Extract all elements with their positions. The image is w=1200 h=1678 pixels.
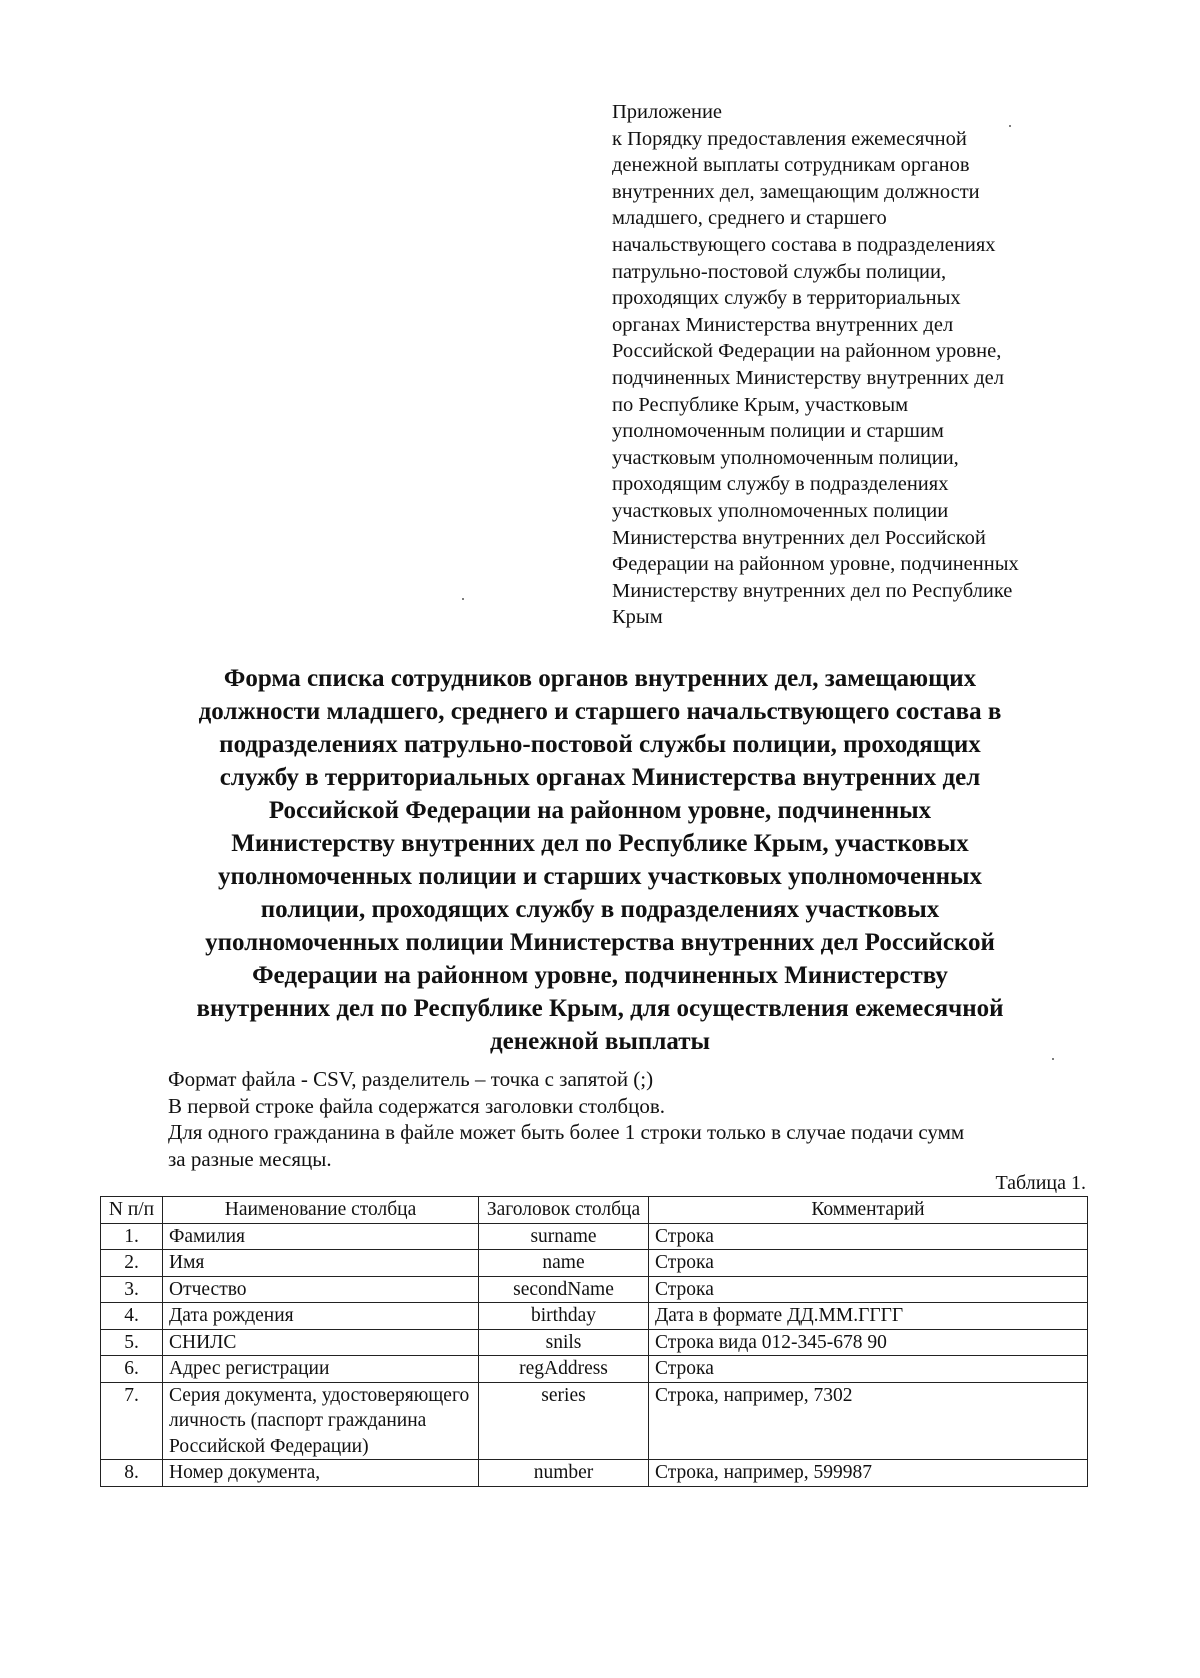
- cell-key: birthday: [479, 1303, 649, 1330]
- table-row: [101, 1460, 1088, 1487]
- table-caption: Таблица 1.: [995, 1172, 1086, 1194]
- appendix-line: уполномоченным полиции и старшим: [612, 420, 944, 443]
- header-name: Наименование столбца: [163, 1197, 479, 1224]
- scan-speck: [1009, 125, 1011, 127]
- table-row: [101, 1250, 1088, 1277]
- cell-name: Имя: [163, 1250, 479, 1277]
- cell-key: snils: [479, 1329, 649, 1356]
- appendix-line: Российской Федерации на районном уровне,: [612, 340, 1002, 363]
- appendix-line: проходящим службу в подразделениях: [612, 473, 949, 496]
- cell-key: surname: [479, 1223, 649, 1250]
- appendix-line: начальствующего состава в подразделениях: [612, 233, 996, 256]
- appendix-line: младшего, среднего и старшего: [612, 207, 887, 230]
- table-row: [101, 1356, 1088, 1383]
- title-line: денежной выплаты: [489, 1028, 711, 1055]
- scan-speck: [462, 598, 464, 600]
- cell-num: 3.: [101, 1276, 163, 1303]
- cell-comment: Строка: [649, 1223, 1088, 1250]
- title-line: полиции, проходящих службу в подразделениях участковых: [260, 896, 940, 923]
- cell-name: Номер документа,: [163, 1460, 479, 1487]
- intro-line: за разные месяцы.: [168, 1146, 332, 1171]
- header-key: Заголовок столбца: [479, 1197, 649, 1224]
- title-line: внутренних дел по Республике Крым, для осуществления ежемесячной: [196, 995, 1004, 1022]
- header-num: N п/п: [101, 1197, 163, 1224]
- appendix-line: Крым: [612, 606, 663, 629]
- appendix-line: к Порядку предоставления ежемесячной: [612, 127, 967, 150]
- title-line: подразделениях патрульно-постовой службы полиции, проходящих: [219, 731, 981, 758]
- appendix-line: Федерации на районном уровне, подчиненных: [612, 553, 1019, 576]
- intro-line: Для одного гражданина в файле может быть более 1 строки только в случае подачи сумм: [168, 1120, 965, 1144]
- appendix-block: [612, 99, 1082, 631]
- appendix-line: подчиненных Министерству внутренних дел: [612, 366, 1004, 389]
- appendix-line: Приложение: [612, 101, 723, 123]
- appendix-line: участковым уполномоченным полиции,: [612, 446, 959, 469]
- cell-comment: Строка, например, 7302: [649, 1382, 1088, 1460]
- intro-line: В первой строке файла содержатся заголовки столбцов.: [168, 1093, 665, 1118]
- appendix-line: по Республике Крым, участковым: [612, 393, 909, 416]
- table-header-row: [101, 1197, 1088, 1224]
- table-row: [101, 1303, 1088, 1330]
- cell-comment: Строка: [649, 1356, 1088, 1383]
- cell-name: Адрес регистрации: [163, 1356, 479, 1383]
- header-comment: Комментарий: [649, 1197, 1088, 1224]
- cell-key: series: [479, 1382, 649, 1460]
- cell-num: 8.: [101, 1460, 163, 1487]
- title-line: службу в территориальных органах Министерства внутренних дел: [219, 764, 981, 791]
- cell-name: Фамилия: [163, 1223, 479, 1250]
- table-row: [101, 1276, 1088, 1303]
- appendix-line: патрульно-постовой службы полиции,: [612, 260, 947, 283]
- cell-name: Серия документа, удостоверяющего личность (паспорт гражданина Российской Федерации): [163, 1382, 479, 1460]
- cell-comment: Дата в формате ДД.ММ.ГГГГ: [649, 1303, 1088, 1330]
- scan-speck: [1052, 1058, 1054, 1060]
- cell-num: 7.: [101, 1382, 163, 1460]
- cell-name: СНИЛС: [163, 1329, 479, 1356]
- cell-name: Дата рождения: [163, 1303, 479, 1330]
- title-line: Форма списка сотрудников органов внутренних дел, замещающих: [223, 665, 977, 692]
- table-row: [101, 1223, 1088, 1250]
- appendix-line: проходящих службу в территориальных: [612, 287, 961, 310]
- cell-key: name: [479, 1250, 649, 1277]
- cell-num: 5.: [101, 1329, 163, 1356]
- title-line: Федерации на районном уровне, подчиненных Министерству: [252, 962, 948, 989]
- appendix-line: внутренних дел, замещающим должности: [612, 180, 980, 203]
- cell-key: number: [479, 1460, 649, 1487]
- table-row: [101, 1382, 1088, 1460]
- cell-comment: Строка, например, 599987: [649, 1460, 1088, 1487]
- columns-table: [100, 1196, 1088, 1487]
- title-line: Российской Федерации на районном уровне, подчиненных: [268, 797, 932, 824]
- cell-num: 2.: [101, 1250, 163, 1277]
- cell-name: Отчество: [163, 1276, 479, 1303]
- form-title: [140, 662, 1060, 1058]
- cell-comment: Строка: [649, 1250, 1088, 1277]
- appendix-line: Министерству внутренних дел по Республике: [612, 579, 1013, 602]
- cell-num: 1.: [101, 1223, 163, 1250]
- title-line: уполномоченных полиции и старших участковых уполномоченных: [217, 863, 983, 890]
- appendix-line: органах Министерства внутренних дел: [612, 313, 954, 336]
- title-line: Министерству внутренних дел по Республике Крым, участковых: [231, 830, 969, 857]
- appendix-line: участковых уполномоченных полиции: [612, 499, 949, 522]
- appendix-line: Министерства внутренних дел Российской: [612, 526, 986, 549]
- table-row: [101, 1329, 1088, 1356]
- intro-text: [168, 1066, 1088, 1172]
- cell-key: secondName: [479, 1276, 649, 1303]
- appendix-line: денежной выплаты сотрудникам органов: [612, 154, 970, 177]
- cell-comment: Строка: [649, 1276, 1088, 1303]
- title-line: должности младшего, среднего и старшего начальствующего состава в: [198, 698, 1002, 725]
- title-line: уполномоченных полиции Министерства внутренних дел Российской: [205, 929, 995, 956]
- cell-key: regAddress: [479, 1356, 649, 1383]
- cell-num: 6.: [101, 1356, 163, 1383]
- cell-num: 4.: [101, 1303, 163, 1330]
- cell-comment: Строка вида 012-345-678 90: [649, 1329, 1088, 1356]
- intro-line: Формат файла - CSV, разделитель – точка с запятой (;): [168, 1067, 654, 1091]
